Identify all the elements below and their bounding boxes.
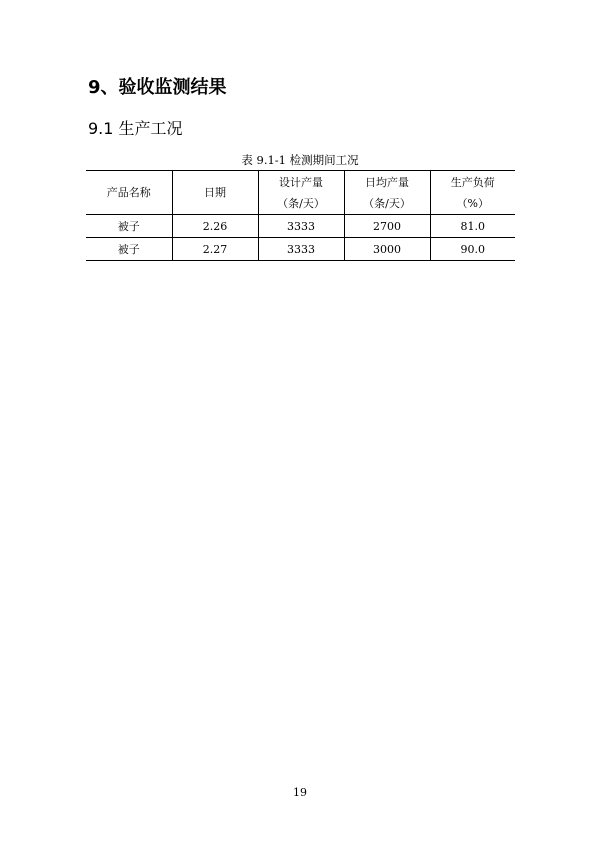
cell-product-name: 被子 (86, 215, 172, 238)
cell-design-output: 3333 (258, 215, 344, 238)
header-label: 设计产量 (279, 175, 323, 189)
production-conditions-table (86, 170, 515, 261)
header-label: 产品名称 (106, 186, 151, 199)
cell-daily-output: 3000 (344, 238, 430, 261)
cell-daily-output: 2700 (344, 215, 430, 238)
header-unit: （%） (456, 196, 489, 210)
table-row (86, 238, 515, 261)
table-header-row (86, 171, 515, 215)
table-caption: 表 9.1-1 检测期间工况 (241, 153, 359, 167)
header-label: 生产负荷 (450, 175, 495, 189)
header-daily-output (344, 171, 430, 215)
page-number: 19 (293, 786, 307, 799)
header-date (172, 171, 258, 215)
header-load (430, 171, 515, 215)
subsection-heading: 9.1 生产工况 (88, 119, 183, 138)
header-label: 日均产量 (365, 175, 409, 189)
header-unit: （条/天） (277, 196, 325, 210)
cell-load: 81.0 (430, 215, 515, 238)
header-product-name (86, 171, 172, 215)
cell-load: 90.0 (430, 238, 515, 261)
header-design-output (258, 171, 344, 215)
cell-date: 2.26 (172, 215, 258, 238)
section-heading: 9、验收监测结果 (88, 77, 227, 98)
cell-date: 2.27 (172, 238, 258, 261)
header-unit: （条/天） (363, 196, 411, 210)
header-label: 日期 (204, 186, 226, 199)
cell-product-name: 被子 (86, 238, 172, 261)
cell-design-output: 3333 (258, 238, 344, 261)
table-row (86, 215, 515, 238)
